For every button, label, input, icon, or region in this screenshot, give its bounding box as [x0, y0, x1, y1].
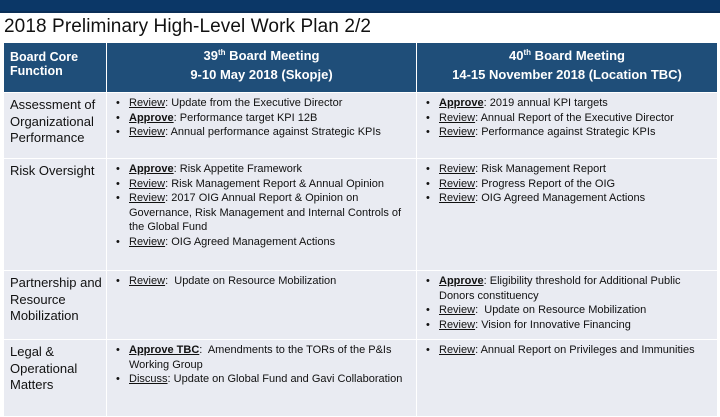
agenda-action: Review	[129, 192, 166, 204]
table-row	[4, 93, 718, 159]
agenda-action: Review	[439, 177, 476, 190]
board-core-function-cell: Assessment of Organizational Performance	[4, 93, 107, 159]
meeting-40-suffix: th	[523, 48, 532, 57]
agenda-separator: :	[475, 111, 481, 124]
agenda-action: Review	[439, 163, 476, 175]
agenda-separator: :	[165, 275, 175, 287]
agenda-text: Performance target KPI 12B	[179, 111, 318, 124]
agenda-separator: :	[167, 373, 174, 385]
board-core-function-cell: Partnership and Resource Mobilization	[4, 271, 107, 340]
agenda-item	[424, 303, 713, 318]
agenda-list	[107, 159, 416, 249]
agenda-separator: :	[173, 111, 180, 124]
agenda-item	[424, 177, 713, 192]
agenda-separator: :	[199, 344, 208, 356]
agenda-item	[114, 191, 412, 235]
board-core-function-cell: Legal & Operational Matters	[4, 340, 107, 417]
agenda-list	[417, 340, 717, 358]
agenda-list	[417, 93, 717, 140]
agenda-action: Review	[129, 177, 166, 190]
agenda-text: 2017 OIG Annual Report & Opinion on Governance, Risk Management and Internal Controls of the Global Fund	[129, 192, 402, 233]
agenda-item	[424, 111, 713, 126]
agenda-text: Update on Resource Mobilization	[174, 275, 337, 287]
meeting-40-cell	[417, 271, 718, 340]
agenda-separator: :	[475, 304, 485, 316]
agenda-item	[114, 372, 412, 387]
agenda-action: Review	[439, 304, 476, 316]
agenda-text: Vision for Innovative Financing	[481, 318, 631, 331]
agenda-separator: :	[165, 177, 172, 190]
header-meeting-40	[417, 43, 718, 93]
agenda-text: OIG Agreed Management Actions	[171, 235, 336, 248]
agenda-item	[114, 96, 412, 111]
agenda-action: Approve	[439, 97, 484, 109]
board-core-function-cell: Risk Oversight	[4, 159, 107, 271]
header-board-core-function: Board Core Function	[4, 43, 107, 93]
agenda-separator: :	[475, 344, 481, 356]
agenda-separator: :	[165, 126, 171, 138]
meeting-39-label: Board Meeting	[225, 48, 320, 63]
agenda-separator: :	[483, 275, 490, 287]
agenda-item	[424, 96, 713, 111]
agenda-action: Review	[439, 192, 476, 204]
agenda-separator: :	[165, 235, 172, 248]
meeting-39-suffix: th	[218, 48, 226, 57]
meeting-40-number: 40	[509, 48, 524, 63]
agenda-action: Approve	[129, 163, 174, 175]
agenda-text: Update on Resource Mobilization	[484, 304, 647, 316]
meeting-39-cell	[107, 159, 417, 271]
agenda-separator: :	[475, 177, 482, 190]
agenda-item	[114, 343, 412, 372]
agenda-list	[107, 271, 416, 289]
agenda-text: Risk Appetite Framework	[179, 163, 303, 175]
agenda-action: Discuss	[129, 373, 168, 385]
header-meeting-39	[107, 43, 417, 93]
agenda-text: Update on Global Fund and Gavi Collaboration	[173, 373, 403, 385]
agenda-text: Risk Management Report & Annual Opinion	[171, 177, 384, 190]
meeting-39-cell	[107, 271, 417, 340]
table-body	[4, 93, 718, 417]
agenda-action: Review	[439, 318, 476, 331]
agenda-list	[107, 340, 416, 387]
agenda-item	[424, 343, 713, 358]
agenda-text: OIG Agreed Management Actions	[481, 192, 646, 204]
agenda-item	[424, 162, 713, 177]
agenda-text: Annual performance against Strategic KPIs	[170, 126, 381, 138]
meeting-39-cell	[107, 93, 417, 159]
agenda-text: Progress Report of the OIG	[481, 177, 616, 190]
agenda-action: Approve TBC	[129, 344, 200, 356]
agenda-text: Update from the Executive Director	[171, 97, 343, 109]
meeting-40-title	[417, 46, 717, 65]
agenda-item	[114, 111, 412, 126]
meeting-39-title	[107, 46, 416, 65]
agenda-text: 2019 annual KPI targets	[489, 97, 608, 109]
work-plan-table	[3, 42, 718, 417]
agenda-text: Annual Report of the Executive Director	[480, 111, 674, 124]
agenda-text: Risk Management Report	[481, 163, 606, 175]
agenda-text: Performance against Strategic KPIs	[481, 126, 656, 138]
agenda-item	[114, 125, 412, 140]
agenda-list	[417, 271, 717, 332]
agenda-action: Review	[439, 344, 476, 356]
table-header-row	[4, 43, 718, 93]
agenda-action: Review	[129, 235, 166, 248]
agenda-list	[417, 159, 717, 206]
agenda-action: Review	[129, 126, 166, 138]
meeting-40-date: 14-15 November 2018 (Location TBC)	[452, 67, 682, 82]
top-banner-stripe	[0, 11, 720, 13]
meeting-39-date: 9-10 May 2018 (Skopje)	[190, 67, 333, 82]
agenda-text: Amendments to the TORs of the P&Is Working Group	[129, 344, 392, 371]
table-row	[4, 271, 718, 340]
agenda-separator: :	[475, 192, 482, 204]
agenda-separator: :	[475, 126, 482, 138]
agenda-action: Review	[129, 97, 166, 109]
top-banner	[0, 0, 720, 13]
meeting-40-cell	[417, 93, 718, 159]
agenda-separator: :	[165, 192, 172, 204]
agenda-action: Approve	[129, 111, 174, 124]
agenda-item	[114, 274, 412, 289]
agenda-item	[424, 318, 713, 333]
agenda-item	[424, 125, 713, 140]
agenda-action: Review	[439, 111, 476, 124]
agenda-separator: :	[475, 163, 482, 175]
agenda-separator: :	[475, 318, 482, 331]
agenda-item	[114, 235, 412, 250]
agenda-separator: :	[173, 163, 180, 175]
agenda-action: Review	[439, 126, 476, 138]
meeting-40-cell	[417, 159, 718, 271]
agenda-text: Annual Report on Privileges and Immunities	[480, 344, 695, 356]
agenda-item	[424, 274, 713, 303]
agenda-separator: :	[483, 97, 490, 109]
agenda-action: Review	[129, 275, 166, 287]
agenda-item	[424, 191, 713, 206]
table-row	[4, 159, 718, 271]
agenda-text: Eligibility threshold for Additional Public Donors constituency	[439, 275, 681, 302]
agenda-action: Approve	[439, 275, 484, 287]
agenda-item	[114, 177, 412, 192]
meeting-39-number: 39	[203, 48, 218, 63]
meeting-40-label: Board Meeting	[531, 48, 625, 63]
agenda-list	[107, 93, 416, 140]
page-title: 2018 Preliminary High-Level Work Plan 2/2	[4, 16, 372, 37]
agenda-separator: :	[165, 97, 172, 109]
agenda-item	[114, 162, 412, 177]
